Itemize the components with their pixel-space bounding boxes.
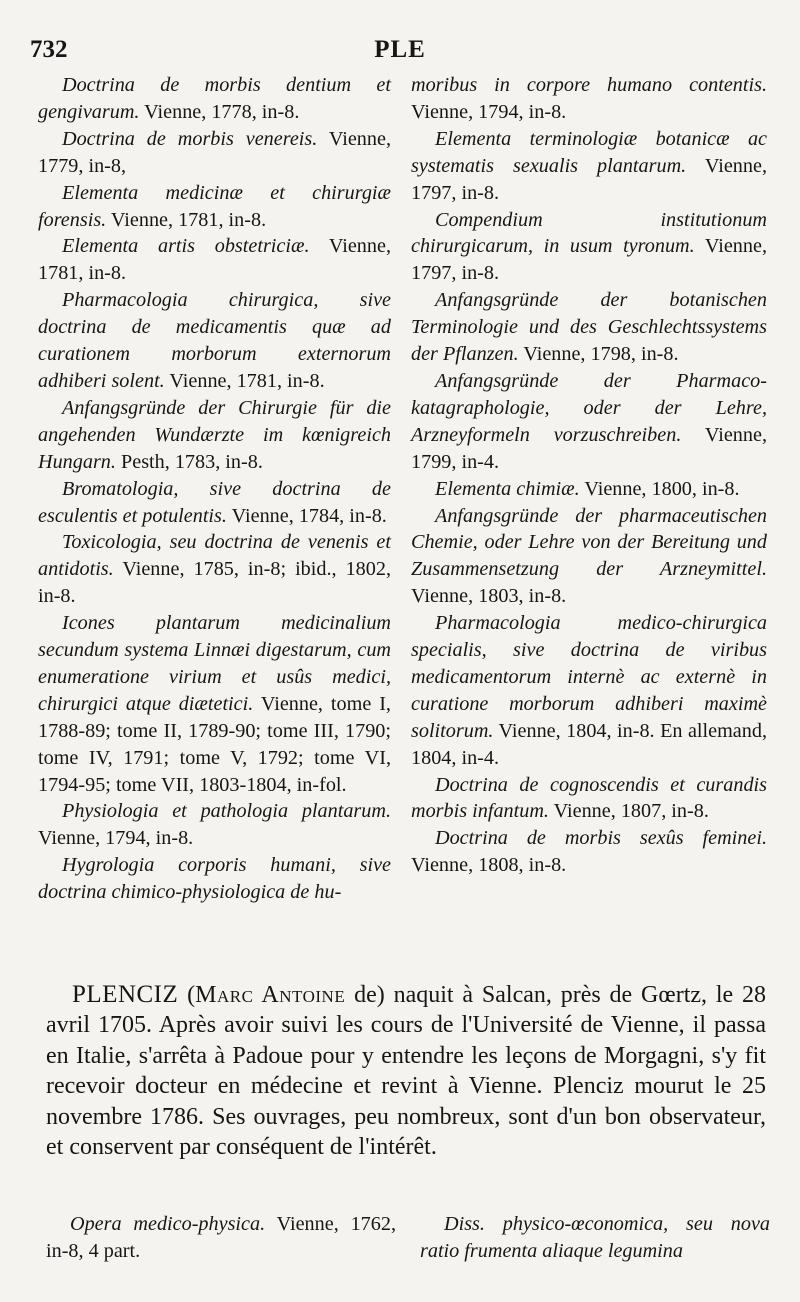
bibliography-entry <box>411 126 767 207</box>
bibliography-entry <box>411 772 767 826</box>
bibliography-entry <box>38 233 391 287</box>
work-title: Elementa medicinæ et chirurgiæ forensis. <box>38 181 391 231</box>
bibliography-entry <box>411 610 767 771</box>
work-title: Diss. physico-œconomica, seu nova ratio frumenta aliaque legumina <box>420 1213 770 1262</box>
bibliography-entry <box>38 529 391 610</box>
bibliography-entry <box>411 503 767 611</box>
work-title: Elementa artis obstetriciæ. <box>62 235 310 258</box>
work-imprint: Pesth, 1783, in-8. <box>115 450 263 473</box>
work-title: Pharmacologia medico-chirurgica specialis, sive doctrina de viribus medicamentorum internè ac externè in curatione morborum adhiberi maximè solitorum. <box>411 612 767 742</box>
work-title: Toxicologia, seu doctrina de venenis et antidotis. <box>38 531 391 581</box>
work-imprint: Vienne, 1800, in-8. <box>579 477 740 500</box>
bibliography-entry <box>38 610 391 798</box>
page-header <box>30 36 770 70</box>
bibliography-entry <box>411 368 767 476</box>
works-list-right <box>420 1211 770 1265</box>
work-title: Elementa chimiæ. <box>435 477 580 500</box>
biography-entry <box>46 980 766 1162</box>
work-title: Elementa terminologiæ botanicæ ac systematis sexualis plantarum. <box>411 127 767 177</box>
bibliography-entry <box>38 476 391 530</box>
bibliography-entry <box>411 476 767 503</box>
work-imprint: Vienne, 1794, in-8. <box>38 827 194 850</box>
bibliography-entry <box>411 287 767 368</box>
work-imprint: Vienne, tome I, 1788-89; tome II, 1789-90; tome III, 1790; tome IV, 1791; tome V, 1792; tome VI, 1794-95; tome VII, 1803-1804, in-fol. <box>38 692 391 796</box>
work-imprint: Vienne, 1781, in-8. <box>38 235 391 285</box>
page-number: 732 <box>30 36 68 63</box>
right-column-bibliography <box>411 72 767 879</box>
work-imprint: Vienne, 1762, in-8, 4 part. <box>46 1213 396 1262</box>
work-imprint: Vienne, 1781, in-8. <box>106 208 267 231</box>
work-imprint: Vienne, 1794, in-8. <box>411 100 567 123</box>
biography-text: naquit à Salcan, près de Gœrtz, le 28 avril 1705. Après avoir suivi les cours de l'Université de Vienne, il passa en Italie, s'arrêta à Padoue pour y entendre les leçons de Morgagni, s'y fit recevoir docteur en médecine et revint à Vienne. Plenciz mourut le 25 novembre 1786. Ses ouvrages, peu nombreux, sont d'un bon observateur, et conservent par conséquent de l'intérêt. <box>46 982 767 1161</box>
bibliography-entry <box>46 1211 396 1265</box>
bibliography-entry <box>38 72 391 126</box>
work-title: Anfangsgründe der Pharmaco-katagraphologie, oder der Lehre, Arzneyformeln vorzuschreiben. <box>411 369 767 446</box>
subject-given-names: Marc Antoine <box>195 982 346 1008</box>
works-list-left <box>46 1211 396 1265</box>
work-imprint: Vienne, 1797, in-8. <box>411 154 767 204</box>
work-title: Doctrina de morbis venereis. <box>62 127 318 150</box>
work-title: Physiologia et pathologia plantarum. <box>62 800 391 823</box>
work-imprint: Vienne, 1799, in-4. <box>411 423 768 473</box>
work-imprint: Vienne, 1785, in-8; ibid., 1802, in-8. <box>38 558 391 608</box>
bibliography-entry <box>38 287 391 395</box>
work-title: Anfangsgründe der Chirurgie für die angehenden Wundærzte im kœnigreich Hungarn. <box>38 396 391 473</box>
work-title: Compendium institutionum chirurgicarum, in usum tyronum. <box>411 208 767 258</box>
left-column-bibliography <box>38 72 391 906</box>
work-imprint: Vienne, 1803, in-8. <box>411 585 567 608</box>
work-imprint: Vienne, 1784, in-8. <box>226 504 387 527</box>
work-title: Icones plantarum medicinalium secundum systema Linnæi digestarum, cum enumeratione virium et usûs medici, chirurgici atque diætetici. <box>38 612 391 715</box>
work-title: Pharmacologia chirurgica, sive doctrina de medicamentis quæ ad curationem morborum externorum adhiberi solent. <box>38 289 391 392</box>
bibliography-entry <box>38 180 391 234</box>
work-title: Opera medico-physica. <box>70 1213 266 1235</box>
work-title: Anfangsgründe der botanischen Terminologie und des Geschlechtssystems der Pflanzen. <box>411 289 767 366</box>
bibliography-entry <box>38 395 391 476</box>
bibliography-entry <box>411 207 767 288</box>
work-title: Bromatologia, sive doctrina de esculentis et potulentis. <box>38 477 391 527</box>
bibliography-entry <box>420 1211 770 1265</box>
biography-paragraph: PLENCIZ (Marc Antoine de) naquit à Salcan, près de Gœrtz, le 28 avril 1705. Après avoir suivi les cours de l'Université de Vienne, il passa en Italie, s'arrêta à Padoue pour y entendre les leçons de Morgagni, s'y fit recevoir docteur en médecine et revint à Vienne. Plenciz mourut le 25 novembre 1786. Ses ouvrages, peu nombreux, sont d'un bon observateur, et conservent par conséquent de l'intérêt. <box>46 981 767 1161</box>
work-title: moribus in corpore humano contentis. <box>411 74 767 96</box>
work-title: Doctrina de morbis dentium et gengivarum. <box>38 74 391 123</box>
work-imprint: Vienne, 1807, in-8. <box>548 800 709 823</box>
bibliography-entry <box>411 72 767 126</box>
work-imprint: Vienne, 1797, in-8. <box>411 235 768 285</box>
work-title: Hygrologia corporis humani, sive doctrina chimico-physiologica de hu- <box>38 854 391 904</box>
work-imprint: Vienne, 1778, in-8. <box>139 100 300 123</box>
work-imprint: Vienne, 1779, in-8, <box>38 127 392 177</box>
work-imprint: Vienne, 1804, in-8. En allemand, 1804, in-4. <box>411 719 767 769</box>
bibliography-entry <box>38 798 391 852</box>
bibliography-entry <box>38 126 391 180</box>
work-title: Anfangsgründe der pharmaceutischen Chemie, oder Lehre von der Bereitung und Zusammensetzung der Arzneymittel. <box>411 504 767 581</box>
work-imprint: Vienne, 1781, in-8. <box>164 369 325 392</box>
work-imprint: Vienne, 1798, in-8. <box>518 343 679 366</box>
running-head: PLE <box>374 36 426 63</box>
work-title: Doctrina de cognoscendis et curandis morbis infantum. <box>411 773 767 823</box>
work-title: Doctrina de morbis sexûs feminei. <box>435 827 767 850</box>
work-imprint: Vienne, 1808, in-8. <box>411 854 567 877</box>
bibliography-entry <box>38 852 391 906</box>
subject-name: PLENCIZ <box>72 981 179 1008</box>
bibliography-entry <box>411 825 767 879</box>
subject-particle: de <box>354 982 377 1008</box>
